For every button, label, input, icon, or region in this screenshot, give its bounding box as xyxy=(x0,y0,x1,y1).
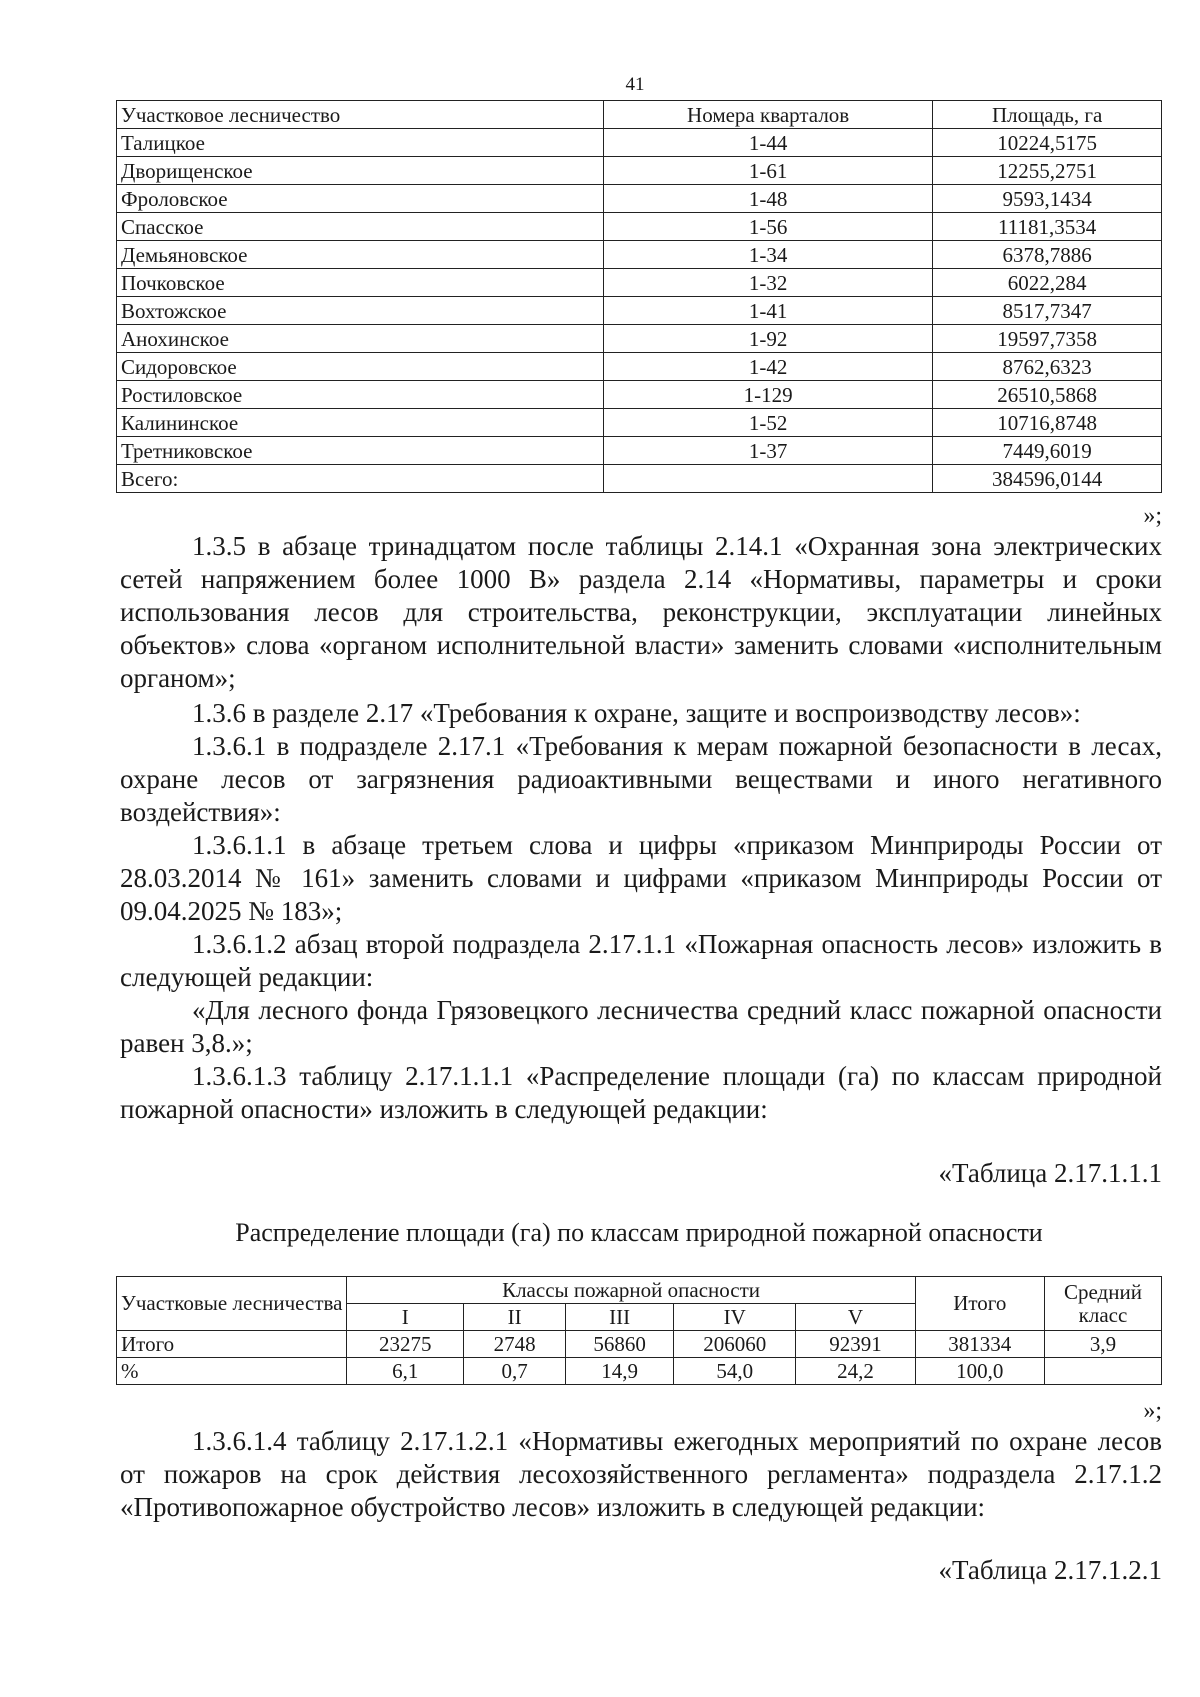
cell-total: 100,0 xyxy=(915,1358,1044,1385)
table-row xyxy=(117,353,1162,381)
paragraph-1-3-5 xyxy=(120,530,1162,695)
table3-caption: «Таблица 2.17.1.2.1 xyxy=(938,1555,1162,1585)
cell-class-value: 2748 xyxy=(464,1331,566,1358)
forestry-quarters-table xyxy=(116,100,1162,493)
cell-quarters: 1-129 xyxy=(604,381,933,409)
cell-area: 10224,5175 xyxy=(933,129,1162,157)
cell-forestry: Демьяновское xyxy=(117,241,604,269)
cell-total-area: 384596,0144 xyxy=(933,465,1162,493)
paragraph-text: 1.3.6.1 в подразделе 2.17.1 «Требования к мерам пожарной безопасности в лесах, охране лесов от загрязнения радиоактивными веществами и иного негативного воздействия»: xyxy=(120,731,1162,827)
cell-quarters: 1-56 xyxy=(604,213,933,241)
cell-area: 6378,7886 xyxy=(933,241,1162,269)
cell-area: 12255,2751 xyxy=(933,157,1162,185)
table-row xyxy=(117,437,1162,465)
paragraph-text: 1.3.6 в разделе 2.17 «Требования к охране, защите и воспроизводству лесов»: xyxy=(192,698,1081,728)
cell-forestry: Талицкое xyxy=(117,129,604,157)
cell-forestry: Калининское xyxy=(117,409,604,437)
cell-forestry: Сидоровское xyxy=(117,353,604,381)
table2-closing-quote: »; xyxy=(1143,1398,1162,1424)
cell-forestry: Ростиловское xyxy=(117,381,604,409)
table-row xyxy=(117,269,1162,297)
paragraph-quote xyxy=(120,994,1162,1060)
paragraph-1-3-6-1 xyxy=(120,730,1162,829)
cell-area: 6022,284 xyxy=(933,269,1162,297)
row-label: % xyxy=(117,1358,347,1385)
header-class-iii: III xyxy=(566,1304,674,1331)
cell-class-value: 14,9 xyxy=(566,1358,674,1385)
paragraph-1-3-6-1-1 xyxy=(120,829,1162,928)
table-row xyxy=(117,241,1162,269)
cell-forestry: Анохинское xyxy=(117,325,604,353)
paragraph-text: 1.3.5 в абзаце тринадцатом после таблицы 2.14.1 «Охранная зона электрических сетей напряжением более 1000 В» раздела 2.14 «Нормативы, параметры и сроки использования лесов для строительства, реконструкции, эксплуатации линейных объектов» слова «органом исполнительной власти» заменить словами «исполнительным органом»; xyxy=(120,531,1162,693)
paragraph-text: 1.3.6.1.1 в абзаце третьем слова и цифры «приказом Минприроды России от 28.03.2014 № 161» заменить словами и цифрами «приказом Минприроды России от 09.04.2025 № 183»; xyxy=(120,830,1162,926)
paragraph-text: «Для лесного фонда Грязовецкого лесничества средний класс пожарной опасности равен 3,8.»; xyxy=(120,995,1162,1058)
header-area: Площадь, га xyxy=(933,101,1162,129)
cell-quarters: 1-48 xyxy=(604,185,933,213)
cell-area: 10716,8748 xyxy=(933,409,1162,437)
header-avg-class: Средний класс xyxy=(1044,1277,1161,1331)
cell-forestry: Третниковское xyxy=(117,437,604,465)
cell-quarters: 1-41 xyxy=(604,297,933,325)
paragraph-1-3-6-1-3 xyxy=(120,1060,1162,1126)
cell-class-value: 92391 xyxy=(796,1331,915,1358)
header-class-iv: IV xyxy=(674,1304,796,1331)
paragraph-1-3-6-1-2 xyxy=(120,928,1162,994)
cell-forestry: Фроловское xyxy=(117,185,604,213)
header-class-v: V xyxy=(796,1304,915,1331)
cell-area: 7449,6019 xyxy=(933,437,1162,465)
header-forestry: Участковое лесничество xyxy=(117,101,604,129)
table1-closing-quote: »; xyxy=(1143,503,1162,529)
table-total-row xyxy=(117,465,1162,493)
cell-quarters xyxy=(604,465,933,493)
paragraph-text: 1.3.6.1.4 таблицу 2.17.1.2.1 «Нормативы ежегодных мероприятий по охране лесов от пожаров на срок действия лесохозяйственного регламента» подраздела 2.17.1.2 «Противопожарное обустройство лесов» изложить в следующей редакции: xyxy=(120,1426,1162,1522)
cell-area: 9593,1434 xyxy=(933,185,1162,213)
table-row xyxy=(117,213,1162,241)
table-row xyxy=(117,129,1162,157)
paragraph-1-3-6-1-4 xyxy=(120,1425,1162,1524)
cell-area: 8517,7347 xyxy=(933,297,1162,325)
paragraph-text: 1.3.6.1.3 таблицу 2.17.1.1.1 «Распределение площади (га) по классам природной пожарной опасности» изложить в следующей редакции: xyxy=(120,1061,1162,1124)
cell-quarters: 1-92 xyxy=(604,325,933,353)
cell-quarters: 1-32 xyxy=(604,269,933,297)
table-row xyxy=(117,297,1162,325)
table-row xyxy=(117,185,1162,213)
header-total: Итого xyxy=(915,1277,1044,1331)
cell-total: 381334 xyxy=(915,1331,1044,1358)
cell-quarters: 1-42 xyxy=(604,353,933,381)
cell-quarters: 1-37 xyxy=(604,437,933,465)
table-row xyxy=(117,381,1162,409)
row-label: Итого xyxy=(117,1331,347,1358)
cell-class-value: 0,7 xyxy=(464,1358,566,1385)
cell-avg: 3,9 xyxy=(1044,1331,1161,1358)
header-classes: Классы пожарной опасности xyxy=(347,1277,915,1304)
table2-title: Распределение площади (га) по классам природной пожарной опасности xyxy=(235,1218,1043,1247)
fire-danger-classes-table xyxy=(116,1276,1162,1385)
table-row xyxy=(117,1358,1162,1385)
header-class-i: I xyxy=(347,1304,464,1331)
cell-quarters: 1-44 xyxy=(604,129,933,157)
header-quarters: Номера кварталов xyxy=(604,101,933,129)
cell-avg xyxy=(1044,1358,1161,1385)
table-header-row xyxy=(117,101,1162,129)
cell-forestry: Почковское xyxy=(117,269,604,297)
cell-quarters: 1-52 xyxy=(604,409,933,437)
header-forestry: Участковые лесничества xyxy=(117,1277,347,1331)
cell-class-value: 23275 xyxy=(347,1331,464,1358)
table-row xyxy=(117,325,1162,353)
table-row xyxy=(117,157,1162,185)
cell-forestry: Вохтожское xyxy=(117,297,604,325)
cell-area: 11181,3534 xyxy=(933,213,1162,241)
table-header-row xyxy=(117,1277,1162,1304)
cell-area: 8762,6323 xyxy=(933,353,1162,381)
cell-class-value: 24,2 xyxy=(796,1358,915,1385)
cell-forestry: Спасское xyxy=(117,213,604,241)
cell-forestry: Дворищенское xyxy=(117,157,604,185)
cell-class-value: 56860 xyxy=(566,1331,674,1358)
page-number: 41 xyxy=(625,74,645,95)
cell-class-value: 206060 xyxy=(674,1331,796,1358)
paragraph-1-3-6 xyxy=(120,697,1162,730)
cell-class-value: 6,1 xyxy=(347,1358,464,1385)
paragraph-text: 1.3.6.1.2 абзац второй подраздела 2.17.1.1 «Пожарная опасность лесов» изложить в следующей редакции: xyxy=(120,929,1162,992)
table2-caption: «Таблица 2.17.1.1.1 xyxy=(938,1158,1162,1188)
cell-quarters: 1-34 xyxy=(604,241,933,269)
header-class-ii: II xyxy=(464,1304,566,1331)
table-row xyxy=(117,409,1162,437)
cell-class-value: 54,0 xyxy=(674,1358,796,1385)
cell-quarters: 1-61 xyxy=(604,157,933,185)
cell-area: 19597,7358 xyxy=(933,325,1162,353)
table-row xyxy=(117,1331,1162,1358)
cell-area: 26510,5868 xyxy=(933,381,1162,409)
cell-total-label: Всего: xyxy=(117,465,604,493)
